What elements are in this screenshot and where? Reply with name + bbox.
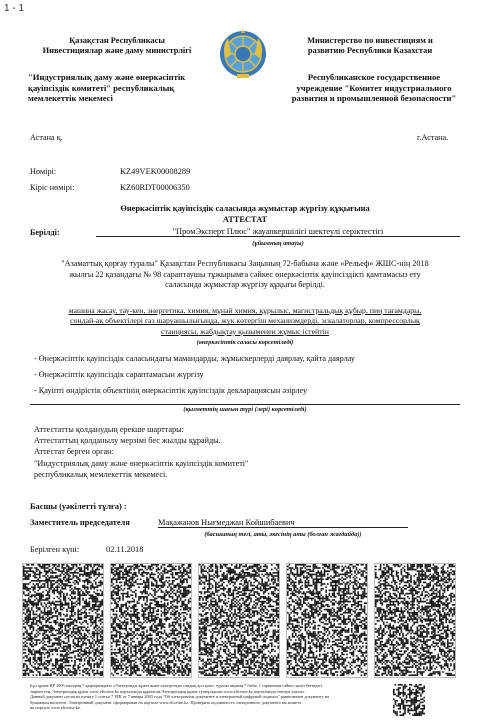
number-label: Нөмірі: <box>30 167 56 176</box>
footer-line: бумажном носителе. Электронный документ сформирован на портале www.elicense.kz. Проверить подлинность электронного документа вы можете <box>30 700 388 706</box>
footer-legal-text <box>30 683 388 711</box>
document-title <box>30 203 460 225</box>
header-ministry-kz-line: Инвестициялар және даму министрлігі <box>22 46 212 56</box>
state-emblem-icon <box>218 28 268 82</box>
conditions-block <box>34 424 248 480</box>
header-ministry-ru <box>272 36 468 56</box>
issued-value: "ПромЭксперт Плюс" жауапкершілігі шектеулі серіктестігі <box>96 227 460 237</box>
document-title-line: Өнеркәсіптік қауіпсіздік саласында жұмыстар жүргізу құқығына <box>30 203 460 214</box>
incoming-value: KZ60RDT00006350 <box>120 183 190 192</box>
header-org-ru-line: Республиканское государственное <box>278 72 470 83</box>
industry-sphere <box>30 306 460 337</box>
basis-line: "Азаматтық қорғау туралы" Қазақстан Республикасы Заңының 72-бабына және «Рельеф» ЖШС-нің 2018 <box>30 259 460 270</box>
industry-sphere-line: сондай-ақ объектілері газ шаруашылығында, жүк көтергіш механизмдерді, эскалаторлар, компрессорлық <box>30 316 460 326</box>
page-number: 1 - 1 <box>4 3 24 14</box>
condition-line: Аттестаттың қолданылу мерзімі бес жылды құрайды. <box>34 435 248 446</box>
header-org-ru <box>278 72 470 104</box>
date-value: 02.11.2018 <box>106 545 143 554</box>
activity-caption: (қызметтің шағын түрі (лері) көрсетіледі) <box>30 406 460 413</box>
qr-code <box>110 563 192 678</box>
condition-line: республикалық мемлекеттік мекемесі. <box>34 469 248 480</box>
activity-item: - Өнеркәсіптік қауіпсіздік саласындағы мамандарды, жұмыскерлерді даярлау, қайта даярлау <box>34 354 355 363</box>
qr-code-small <box>393 684 425 716</box>
industry-sphere-line: станциясы, жабдықтау қызыменен жұмыс істейтін <box>30 327 460 337</box>
basis-line: жылғы 22 қазандағы № 98 сараптаушы тұжырымға сәйкес өнеркәсіптік қауіпсіздікті қамтамасыз ету <box>30 270 460 281</box>
city-kz: Астана қ. <box>30 133 63 142</box>
city-ru: г.Астана. <box>417 133 448 142</box>
qr-code <box>374 563 456 678</box>
basis-paragraph <box>30 259 460 291</box>
issued-caption: (ұйымның атауы) <box>96 240 460 247</box>
header-org-ru-line: учреждение "Комитет индустриального <box>278 83 470 94</box>
footer-line: Данный документ согласно пункту 1 статьи 7 ЗРК от 7 января 2003 года "Об электронном документе и электронной цифровой подписи" равнозначен документу на <box>30 694 388 700</box>
header-org-kz-line: қауіпсіздік комитеті" республикалық <box>28 83 218 94</box>
qr-code <box>286 563 368 678</box>
footer-line: на портале www.elicense.kz. <box>30 705 388 711</box>
deputy-caption: (басшының тегі, аты, әкесінің аты (болған жағдайда)) <box>158 531 408 538</box>
issued-label: Берілді: <box>30 228 60 237</box>
header-ministry-ru-line: Министерство по инвестициям и <box>272 36 468 46</box>
qr-code <box>22 563 104 678</box>
header-ministry-kz <box>22 36 212 56</box>
header-org-kz-line: мемлекеттік мекемесі <box>28 93 218 104</box>
number-value: KZ49VEK00008289 <box>120 167 190 176</box>
footer-line: заңмен тең. Электрондық құжат www.elicense.kz порталында құрылған.Электрондық құжат түпнұсқасын www.elicense.kz порталында тексере аласыз. <box>30 689 388 695</box>
qr-code <box>198 563 280 678</box>
divider <box>30 404 460 405</box>
condition-line: Аттестат берген орган: <box>34 446 248 457</box>
industry-sphere-caption: (өнеркәсіптік саласы көрсетіледі) <box>30 339 460 346</box>
header-org-kz-line: "Индустриялық даму және өнеркәсіптік <box>28 72 218 83</box>
header-org-kz <box>22 72 218 104</box>
activity-item: - Өнеркәсіптік қауіпсіздік сараптамасын жүргізу <box>34 370 204 379</box>
date-label: Берілген күні: <box>30 545 79 554</box>
condition-line: Аттестатты қолданудың ерекше шарттары: <box>34 424 248 435</box>
footer-line: Бұл құжат ҚР 2003 жылдың 7 қаңтарындағы «Электронды құжат және электронды сандық қол қою» туралы заңның 7 бабы, 1 тармағына сәйкес қағаз бетіндегі <box>30 683 388 689</box>
header-ministry-kz-line: Қазақстан Республикасы <box>22 36 212 46</box>
deputy-name: Мақажанов Нығмеджан Койшибаевич <box>158 518 408 528</box>
document-title-main: АТТЕСТАТ <box>30 214 460 225</box>
header-ministry-ru-line: развитию Республики Казахстан <box>272 46 468 56</box>
deputy-label: Заместитель председателя <box>30 518 130 527</box>
condition-line: "Индустриялық даму және өнеркәсіптік қауіпсіздік комитеті" <box>34 458 248 469</box>
header-org-ru-line: развития и промышленной безопасности" <box>278 93 470 104</box>
activity-item: - Қауіпті өндірістік объектінің өнеркәсіптік қауіпсіздік декларациясын әзірлеу <box>34 386 307 395</box>
basis-line: саласында жұмыстар жүргізу құқығы берілді. <box>30 280 460 291</box>
head-label: Басшы (уәкілетті тұлға) : <box>30 502 127 511</box>
incoming-label: Кіріс нөмірі: <box>30 183 74 192</box>
industry-sphere-line: машина жасау, тау-кен, энергетика, химия, мұнай химия, құрылыс, магистральдық құбыр, пиң тағамдары, <box>30 306 460 316</box>
